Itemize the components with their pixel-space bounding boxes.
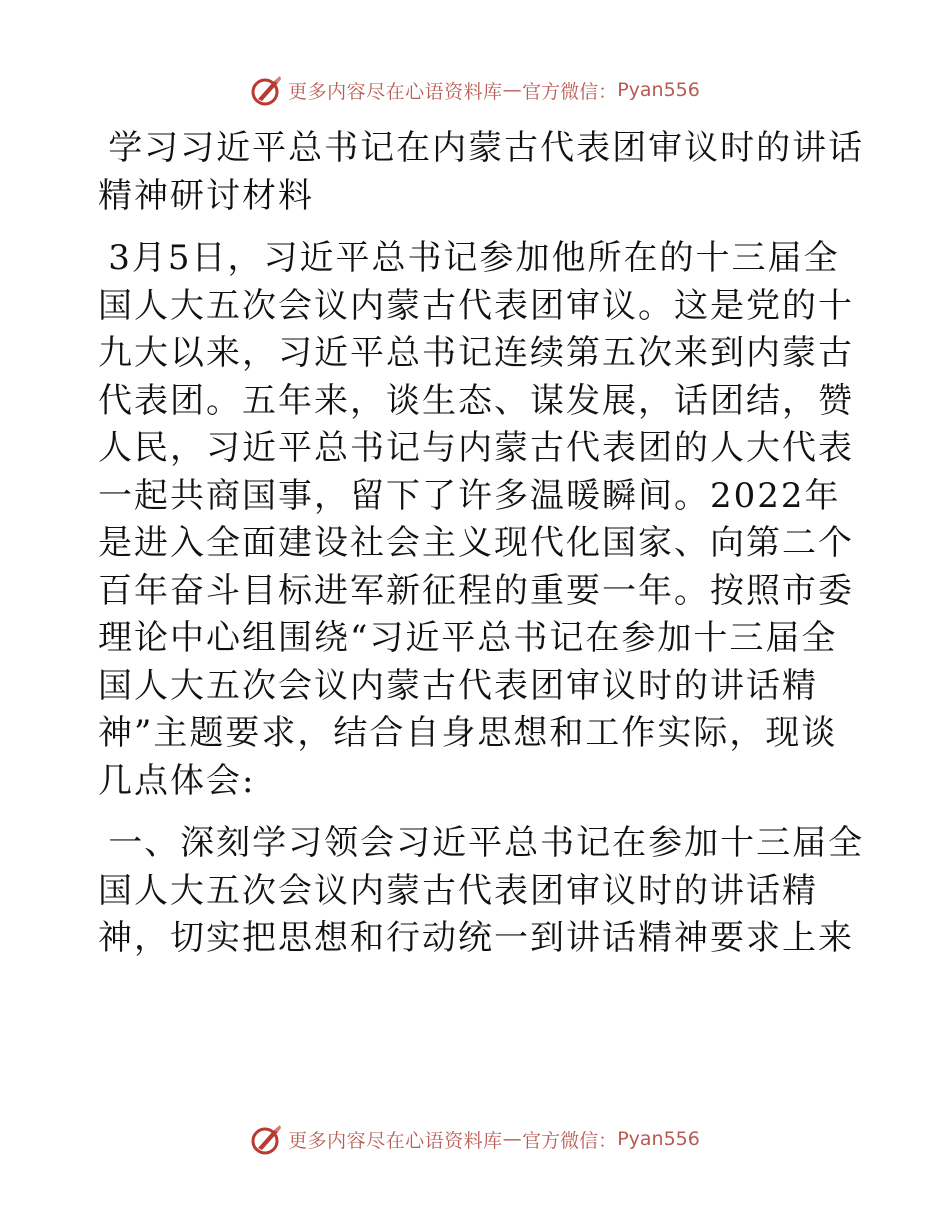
watermark-wechat-label: 官方微信： (522, 1129, 618, 1152)
watermark-wechat-id: Pyan556 (617, 1128, 700, 1150)
paragraph-section-one-heading: 一、深刻学习领会习近平总书记在参加十三届全国人大五次会议内蒙古代表团审议时的讲话精神，切实把思想和行动统一到讲话精神要求上来 (98, 823, 865, 958)
document-title: 学习习近平总书记在内蒙古代表团审议时的讲话精神研讨材料 (98, 128, 865, 216)
watermark-text: 更多内容尽在心语资料库 (288, 80, 503, 103)
pen-logo-icon (250, 1122, 284, 1156)
pen-logo-icon (250, 73, 284, 107)
footer-watermark (0, 1119, 950, 1159)
watermark-wechat-id: Pyan556 (617, 79, 700, 101)
watermark-wechat-label: 官方微信： (522, 80, 618, 103)
watermark-dash: — (502, 79, 523, 101)
document-body (98, 117, 868, 978)
watermark-text: 更多内容尽在心语资料库 (288, 1129, 503, 1152)
watermark-dash: — (502, 1128, 523, 1150)
header-watermark (0, 70, 950, 110)
paragraph-intro: 3月5日，习近平总书记参加他所在的十三届全国人大五次会议内蒙古代表团审议。这是党的十九大以来，习近平总书记连续第五次来到内蒙古代表团。五年来，谈生态、谋发展，话团结，赞人民，习近平总书记与内蒙古代表团的人大代表一起共商国事，留下了许多温暖瞬间。2022年是进入全面建设社会主义现代化国家、向第二个百年奋斗目标进军新征程的重要一年。按照市委理论中心组围绕“习近平总书记在参加十三届全国人大五次会议内蒙古代表团审议时的讲话精神”主题要求，结合自身思想和工作实际，现谈几点体会: (98, 238, 854, 801)
